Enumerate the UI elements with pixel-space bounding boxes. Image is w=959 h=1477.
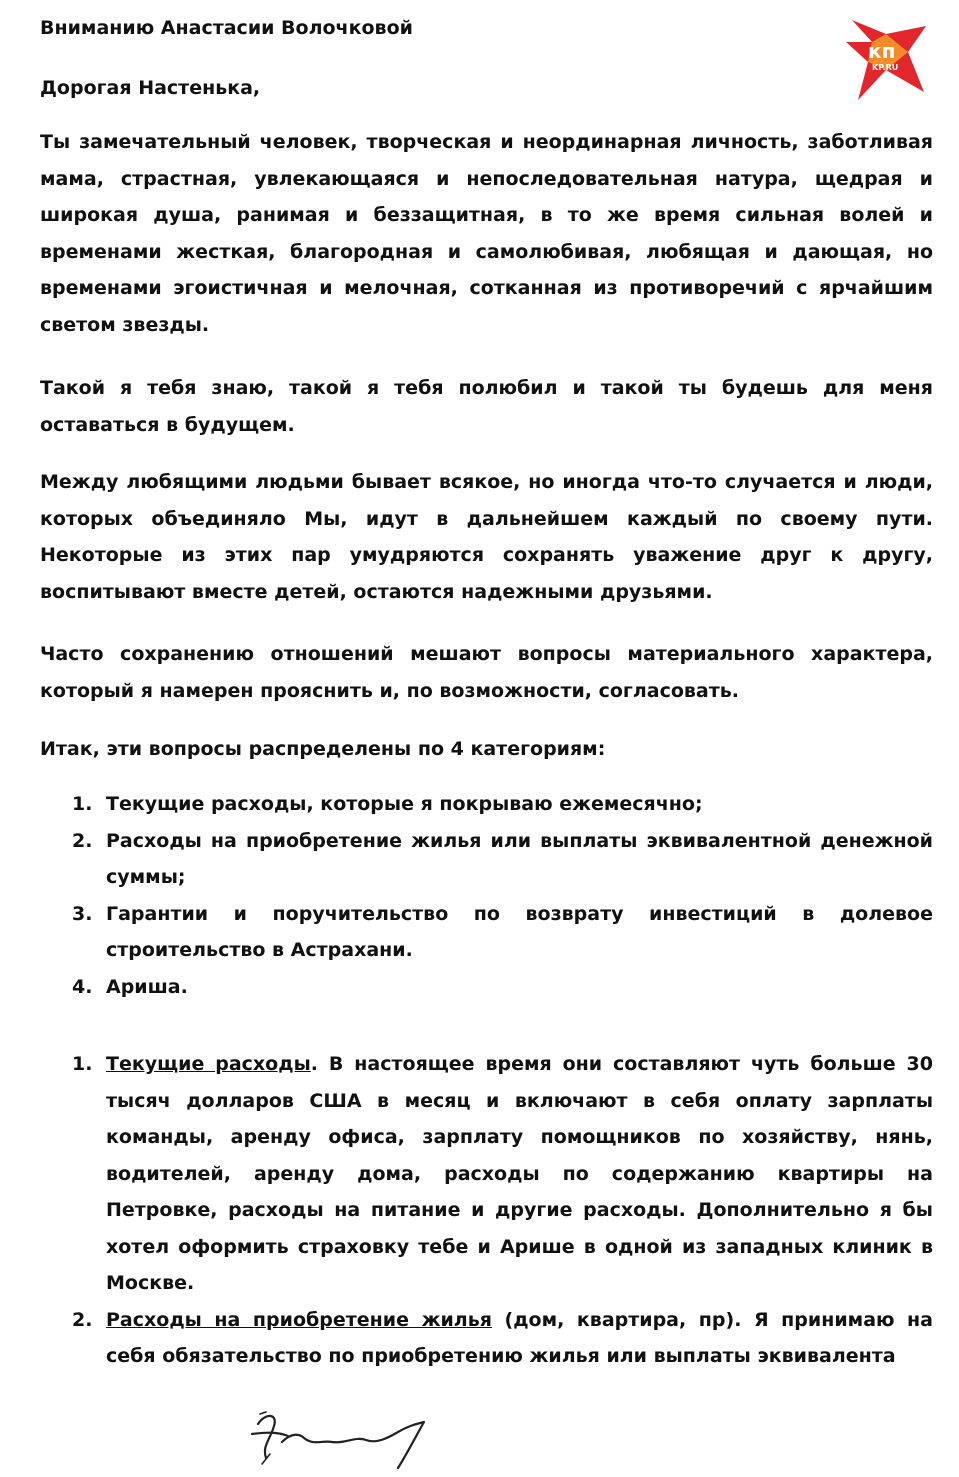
list-text: Гарантии и поручительство по возврату инвестиций в долевое строительство в Астрахани. bbox=[106, 902, 933, 961]
list-number: 4. bbox=[72, 975, 93, 998]
list-item bbox=[40, 1302, 933, 1375]
paragraph: Часто сохранению отношений мешают вопросы материального характера, который я намерен прояснить и, по возможности, согласовать. bbox=[40, 643, 933, 702]
signature bbox=[248, 1402, 448, 1472]
section-text: . В настоящее время они составляют чуть больше 30 тысяч долларов США в месяц и включают в себя оплату зарплаты команды, аренду офиса, зарплату помощников по хозяйству, нянь, водителей, аренду дома, расходы по содержанию квартиры на Петровке, расходы на питание и другие расходы. Дополнительно я бы хотел оформить страховку тебе и Арише в одной из западных клиник в Москве. bbox=[106, 1053, 933, 1294]
list-item bbox=[40, 786, 933, 823]
list-number: 2. bbox=[72, 829, 93, 852]
category-list bbox=[40, 786, 933, 1005]
paragraph: Между любящими людьми бывает всякое, но иногда что-то случается и люди, которых объединяло Мы, идут в дальнейшем каждый по своему пути. Некоторые из этих пар умудряются сохранять уважение друг к другу, воспитывают вместе детей, остаются надежными друзьями. bbox=[40, 471, 933, 603]
logo-text: кп bbox=[868, 39, 896, 63]
list-text: Расходы на приобретение жилья или выплаты эквивалентной денежной суммы; bbox=[106, 829, 933, 888]
section-title: Текущие расходы bbox=[106, 1053, 311, 1075]
addressee: Вниманию Анастасии Волочковой bbox=[40, 17, 413, 39]
list-item bbox=[40, 896, 933, 969]
list-item bbox=[40, 823, 933, 896]
paragraph: Такой я тебя знаю, такой я тебя полюбил и такой ты будешь для меня оставаться в будущем. bbox=[40, 377, 933, 436]
paragraph: Ты замечательный человек, творческая и неординарная личность, заботливая мама, страстная, увлекающаяся и непоследовательная натура, щедрая и широкая душа, ранимая и беззащитная, в то же время сильная волей и временами жесткая, благородная и самолюбивая, любящая и дающая, но временами эгоистичная и мелочная, сотканная из противоречий с ярчайшим светом звезды. bbox=[40, 131, 933, 336]
section-text: (дом, квартира, пр). Я принимаю на себя обязательство по приобретению жилья или выплаты эквивалента bbox=[106, 1308, 934, 1367]
list-number: 3. bbox=[72, 902, 93, 925]
greeting: Дорогая Настенька, bbox=[40, 77, 261, 99]
paragraph: Итак, эти вопросы распределены по 4 категориям: bbox=[40, 738, 606, 760]
list-text: Текущие расходы, которые я покрываю ежемесячно; bbox=[106, 793, 703, 815]
details-list bbox=[40, 1046, 933, 1375]
logo-subtext: KP.RU bbox=[872, 63, 899, 72]
list-number: 1. bbox=[72, 793, 93, 815]
list-number: 2. bbox=[72, 1308, 93, 1331]
list-text: Ариша. bbox=[106, 975, 188, 998]
section-title: Расходы на приобретение жилья bbox=[106, 1308, 492, 1331]
list-item bbox=[40, 969, 933, 1006]
list-number: 1. bbox=[72, 1053, 93, 1075]
list-item bbox=[40, 1046, 933, 1302]
